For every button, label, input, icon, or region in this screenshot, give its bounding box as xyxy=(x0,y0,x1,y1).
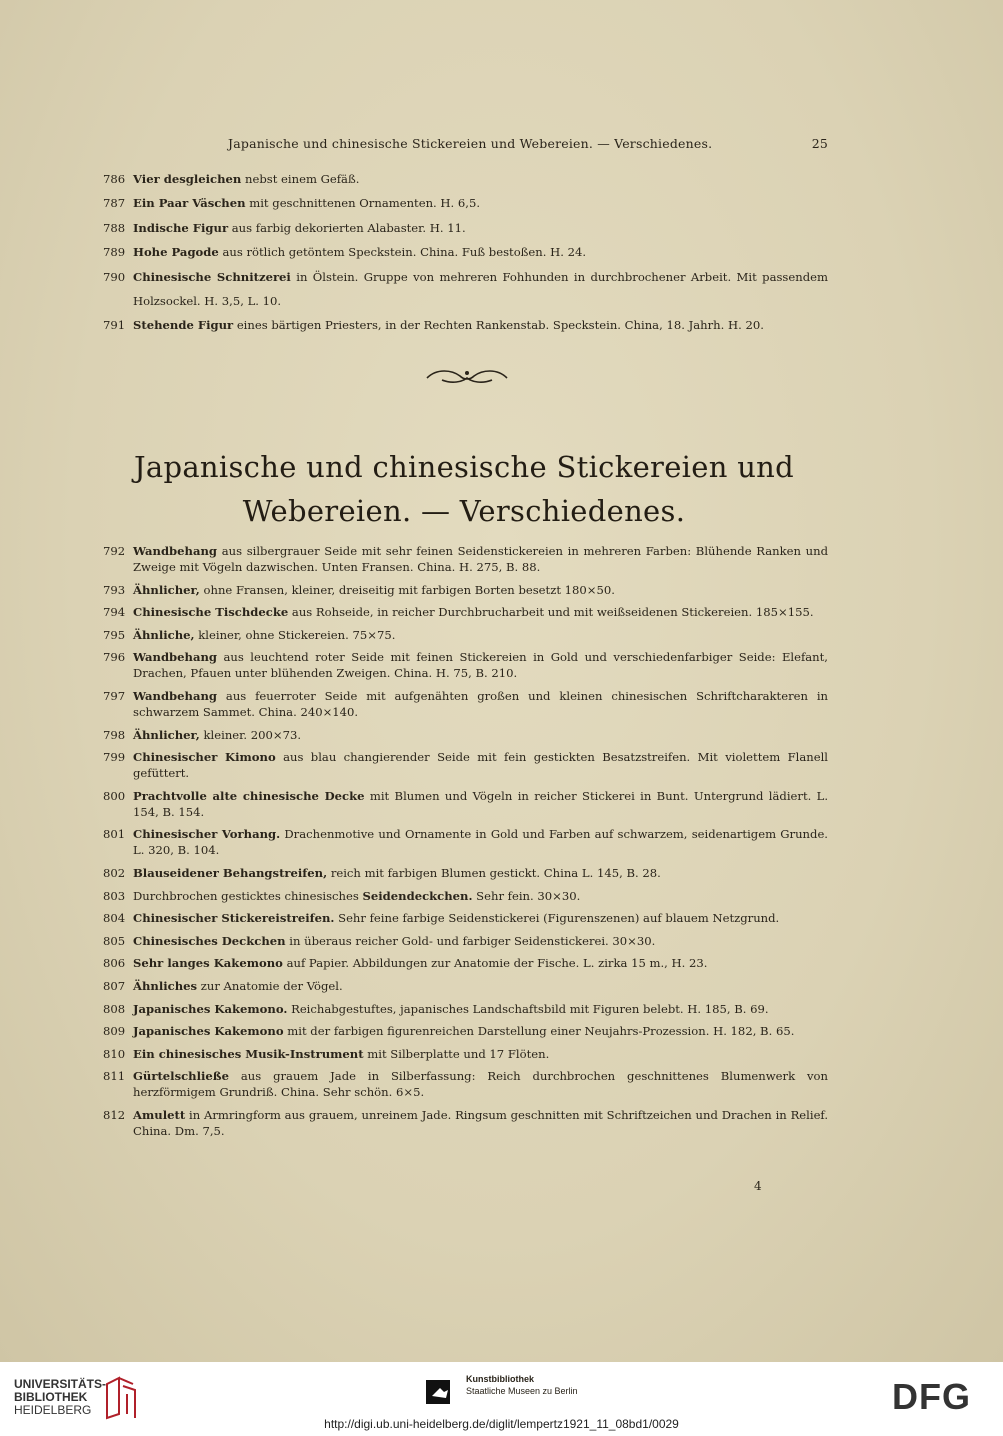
entry-number: 808 xyxy=(103,1001,126,1016)
kunstbibliothek-subtitle: Staatliche Museen zu Berlin xyxy=(466,1386,578,1396)
catalog-entry xyxy=(100,167,828,191)
catalog-entry xyxy=(100,240,828,264)
entry-description: Sehr fein. 30×30. xyxy=(472,888,581,903)
entry-description: eines bärtigen Priesters, in der Rechten Rankenstab. Speckstein. China, 18. Jahrh. H. 20. xyxy=(233,318,764,333)
entry-title: Ähnliches xyxy=(133,978,198,993)
entry-number: 795 xyxy=(103,627,126,642)
entry-number: 809 xyxy=(103,1024,126,1039)
catalog-entry xyxy=(100,1046,828,1062)
entry-description: mit Silberplatte und 17 Flöten. xyxy=(363,1046,550,1061)
ornament-divider-icon xyxy=(422,364,512,386)
entry-number: 810 xyxy=(103,1046,126,1061)
entry-number: 805 xyxy=(103,933,126,948)
entry-title: Ein chinesisches Musik-Instrument xyxy=(133,1046,364,1061)
catalog-entry xyxy=(100,826,828,858)
entry-title: Chinesisches Deckchen xyxy=(133,933,286,948)
catalog-entry xyxy=(100,910,828,926)
catalog-entry xyxy=(100,749,828,781)
library-name-line2: BIBLIOTHEK xyxy=(14,1390,88,1404)
entry-title: Blauseidener Behangstreifen, xyxy=(133,865,328,880)
entry-title: Prachtvolle alte chinesische Decke xyxy=(133,788,365,803)
page-number: 25 xyxy=(811,136,828,151)
catalog-entry xyxy=(100,543,828,575)
catalog-entry xyxy=(100,1001,828,1017)
entry-description: aus leuchtend roter Seide mit feinen Stickereien in Gold und verschiedenfarbiger Seide: Elefant, Drachen, Pfauen unter blühenden Zweigen. China. H. 75, B. 210. xyxy=(133,650,828,681)
entry-number: 791 xyxy=(103,318,126,333)
entry-number: 798 xyxy=(103,727,126,742)
source-url[interactable]: http://digi.ub.uni-heidelberg.de/diglit/lempertz1921_11_08bd1/0029 xyxy=(324,1417,679,1431)
entry-description: aus grauem Jade in Silberfassung: Reich durchbrochen geschnittenes Blumenwerk von herzförmigem Grundriß. China. Sehr schön. 6×5. xyxy=(133,1069,828,1100)
entry-title: Japanisches Kakemono xyxy=(133,1024,284,1039)
catalog-entry xyxy=(100,649,828,681)
kunstbibliothek-icon xyxy=(426,1380,456,1404)
entry-number: 797 xyxy=(103,688,126,703)
entry-number: 812 xyxy=(103,1107,126,1122)
entry-title: Chinesische Schnitzerei xyxy=(133,269,291,284)
catalog-entry xyxy=(100,978,828,994)
library-name-line1: UNIVERSITÄTS- xyxy=(14,1377,107,1391)
entry-description: Reichabgestuftes, japanisches Landschaftsbild mit Figuren belebt. H. 185, B. 69. xyxy=(287,1001,769,1016)
entry-number: 786 xyxy=(103,172,126,186)
entry-prefix: Durchbrochen gesticktes chinesisches xyxy=(133,888,363,903)
entry-number: 804 xyxy=(103,911,126,926)
catalog-entry xyxy=(100,727,828,743)
entry-description: Drachenmotive und Ornamente in Gold und Farben auf schwarzem, seidenartigem Grunde. L. 320, B. 104. xyxy=(133,827,828,858)
catalog-entry xyxy=(100,216,828,240)
entry-description: kleiner. 200×73. xyxy=(199,727,302,742)
entry-number: 789 xyxy=(103,245,126,260)
entry-description: kleiner, ohne Stickereien. 75×75. xyxy=(194,627,396,642)
entry-title: Chinesischer Vorhang. xyxy=(133,827,281,842)
entry-description: nebst einem Gefäß. xyxy=(241,172,360,186)
catalog-entry xyxy=(100,604,828,620)
catalog-entry xyxy=(100,788,828,820)
entry-title: Wandbehang xyxy=(133,688,218,703)
entry-title: Sehr langes Kakemono xyxy=(133,956,283,971)
catalog-entry xyxy=(100,265,828,314)
catalog-entry xyxy=(100,865,828,881)
dfg-logo: DFG xyxy=(892,1376,971,1417)
entry-description: zur Anatomie der Vögel. xyxy=(197,978,343,993)
catalog-entry xyxy=(100,933,828,949)
section-heading-line1: Japanische und chinesische Stickereien und xyxy=(133,450,795,484)
entry-number: 811 xyxy=(103,1069,126,1084)
section-heading xyxy=(100,445,828,533)
entry-number: 802 xyxy=(103,865,126,880)
entry-title: Ein Paar Väschen xyxy=(133,196,246,211)
entry-description: in Armringform aus grauem, unreinem Jade. Ringsum geschnitten mit Schriftzeichen und Drachen in Relief. China. Dm. 7,5. xyxy=(133,1107,828,1138)
entry-description: mit geschnittenen Ornamenten. H. 6,5. xyxy=(245,196,481,211)
entry-title: Chinesischer Kimono xyxy=(133,750,276,765)
entry-number: 803 xyxy=(103,888,126,903)
entry-description: mit der farbigen figurenreichen Darstellung einer Neujahrs-Prozession. H. 182, B. 65. xyxy=(283,1024,795,1039)
entry-description: auf Papier. Abbildungen zur Anatomie der Fische. L. zirka 15 m., H. 23. xyxy=(282,956,708,971)
university-library-logo-icon xyxy=(103,1374,139,1420)
entry-title: Ähnlicher, xyxy=(133,582,200,597)
entry-number: 793 xyxy=(103,582,126,597)
catalog-entry xyxy=(100,688,828,720)
catalog-entry xyxy=(100,1023,828,1039)
entry-description: aus feuerroter Seide mit aufgenähten großen und kleinen chinesischen Schriftcharakteren in schwarzem Sammet. China. 240×140. xyxy=(133,688,828,719)
entry-description: aus silbergrauer Seide mit sehr feinen Seidenstickereien in mehreren Farben: Blühende Ranken und Zweige mit Vögeln dazwischen. Unten Fransen. China. H. 275, B. 88. xyxy=(133,544,828,574)
entry-description: Sehr feine farbige Seidenstickerei (Figurenszenen) auf blauem Netzgrund. xyxy=(334,911,780,926)
entry-description: aus farbig dekorierten Alabaster. H. 11. xyxy=(228,220,466,235)
entry-title: Seidendeckchen. xyxy=(362,888,473,903)
library-name xyxy=(14,1378,106,1417)
entry-title: Indische Figur xyxy=(133,220,229,235)
entry-description: reich mit farbigen Blumen gestickt. China L. 145, B. 28. xyxy=(327,865,661,880)
entry-number: 790 xyxy=(103,269,126,284)
entry-description: in Ölstein. Gruppe von mehreren Fohhunden in durchbrochener Arbeit. Mit passendem Holzsockel. H. 3,5, L. 10. xyxy=(133,269,828,309)
entry-title: Stehende Figur xyxy=(133,318,234,333)
entry-title: Gürtelschließe xyxy=(133,1069,229,1084)
entry-description: ohne Fransen, kleiner, dreiseitig mit farbigen Borten besetzt 180×50. xyxy=(199,582,615,597)
entry-title: Ähnlicher, xyxy=(133,727,200,742)
entry-title: Amulett xyxy=(133,1107,186,1122)
entry-number: 792 xyxy=(103,544,126,558)
entry-number: 806 xyxy=(103,956,126,971)
entry-title: Hohe Pagode xyxy=(133,245,219,260)
section-heading-line2: Webereien. — Verschiedenes. xyxy=(242,494,686,528)
kunstbibliothek-logo xyxy=(426,1374,606,1408)
catalog-entry xyxy=(100,313,828,337)
signature-mark: 4 xyxy=(754,1179,762,1193)
catalog-entry xyxy=(100,1068,828,1100)
running-header-title: Japanische und chinesische Stickereien und Webereien. — Verschiedenes. xyxy=(228,136,713,151)
entry-number: 796 xyxy=(103,650,126,665)
entry-number: 801 xyxy=(103,827,126,842)
entry-title: Wandbehang xyxy=(133,650,218,665)
kunstbibliothek-name: Kunstbibliothek xyxy=(466,1374,534,1384)
entry-title: Ähnliche, xyxy=(133,627,195,642)
entry-description: aus blau changierender Seide mit fein gestickten Besatzstreifen. Mit violettem Flanell gefüttert. xyxy=(133,750,828,781)
entry-title: Japanisches Kakemono. xyxy=(133,1001,288,1016)
entry-description: aus rötlich getöntem Speckstein. China. Fuß bestoßen. H. 24. xyxy=(218,245,587,260)
entry-number: 799 xyxy=(103,750,126,765)
entry-number: 788 xyxy=(103,220,126,235)
entry-number: 794 xyxy=(103,605,126,620)
entry-title: Wandbehang xyxy=(133,544,218,558)
catalog-entry xyxy=(100,627,828,643)
bottom-entry-list xyxy=(100,543,828,1145)
running-header xyxy=(100,136,828,156)
library-name-line3: HEIDELBERG xyxy=(14,1403,92,1417)
catalog-entry xyxy=(100,955,828,971)
entry-description: mit Blumen und Vögeln in reicher Stickerei in Bunt. Untergrund lädiert. L. 154, B. 154. xyxy=(133,788,829,819)
entry-title: Chinesischer Stickereistreifen. xyxy=(133,911,335,926)
catalog-entry xyxy=(100,888,828,904)
entry-description: in überaus reicher Gold- und farbiger Seidenstickerei. 30×30. xyxy=(285,933,656,948)
entry-description: aus Rohseide, in reicher Durchbrucharbeit und mit weißseidenen Stickereien. 185×155. xyxy=(288,605,814,620)
entry-number: 807 xyxy=(103,978,126,993)
top-entry-list xyxy=(100,167,828,338)
catalog-entry xyxy=(100,191,828,215)
catalog-entry xyxy=(100,582,828,598)
catalog-entry xyxy=(100,1107,828,1139)
entry-number: 787 xyxy=(103,196,126,211)
entry-title: Vier desgleichen xyxy=(133,172,242,186)
entry-title: Chinesische Tischdecke xyxy=(133,605,289,620)
entry-number: 800 xyxy=(103,788,126,803)
